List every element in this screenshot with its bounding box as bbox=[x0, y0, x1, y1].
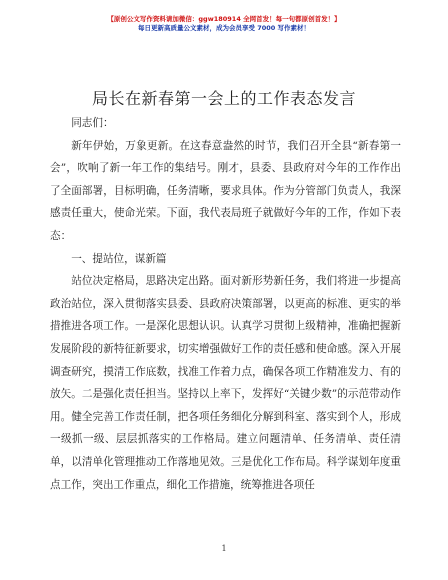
banner-line-1: 【原创公文写作资料请加微信：ggw180914 全网首发！每一句都原创首发！】 bbox=[107, 15, 341, 23]
banner-line-2: 每日更新高质量公文素材，成为会员享受 7000 写作素材！ bbox=[137, 24, 311, 32]
paragraph-intro: 新年伊始，万象更新。在这春意盎然的时节，我们召开全县“新春第一会”，吹响了新一年工作的集结号。刚才，县委、县政府对今年的工作作出了全面部署，目标明确，任务清晰，要求具体。作为分管部门负责人，我深感责任重大，使命光荣。下面，我代表局班子就做好今年的工作，作如下表态： bbox=[50, 139, 401, 242]
document-title: 局长在新春第一会上的工作表态发言 bbox=[91, 89, 356, 108]
paragraph-section-1: 站位决定格局，思路决定出路。面对新形势新任务，我们将进一步提高政治站位，深入贯彻落实县委、县政府决策部署，以更高的标准、更实的举措推进各项工作。一是深化思想认识。认真学习贯彻上级精神，准确把握新发展阶段的新特征新要求，切实增强做好工作的责任感和使命感。深入开展调查研究，摸清工作底数，找准工作着力点，确保各项工作精准发力、有的放矢。二是强化责任担当。坚持以上率下，发挥好“关键少数”的示范带动作用。健全完善工作责任制，把各项任务细化分解到科室、落实到个人，形成一级抓一级、层层抓落实的工作格局。建立问题清单、任务清单、责任清单，以清单化管理推动工作落地见效。三是优化工作布局。科学谋划年度重点工作，突出工作重点，细化工作措施，统筹推进各项任 bbox=[50, 275, 401, 491]
document-body bbox=[50, 112, 401, 496]
section-heading: 一、提站位，谋新篇 bbox=[71, 252, 167, 265]
salutation: 同志们： bbox=[71, 117, 114, 129]
page-number: 1 bbox=[221, 544, 227, 553]
promo-banner bbox=[0, 15, 448, 33]
